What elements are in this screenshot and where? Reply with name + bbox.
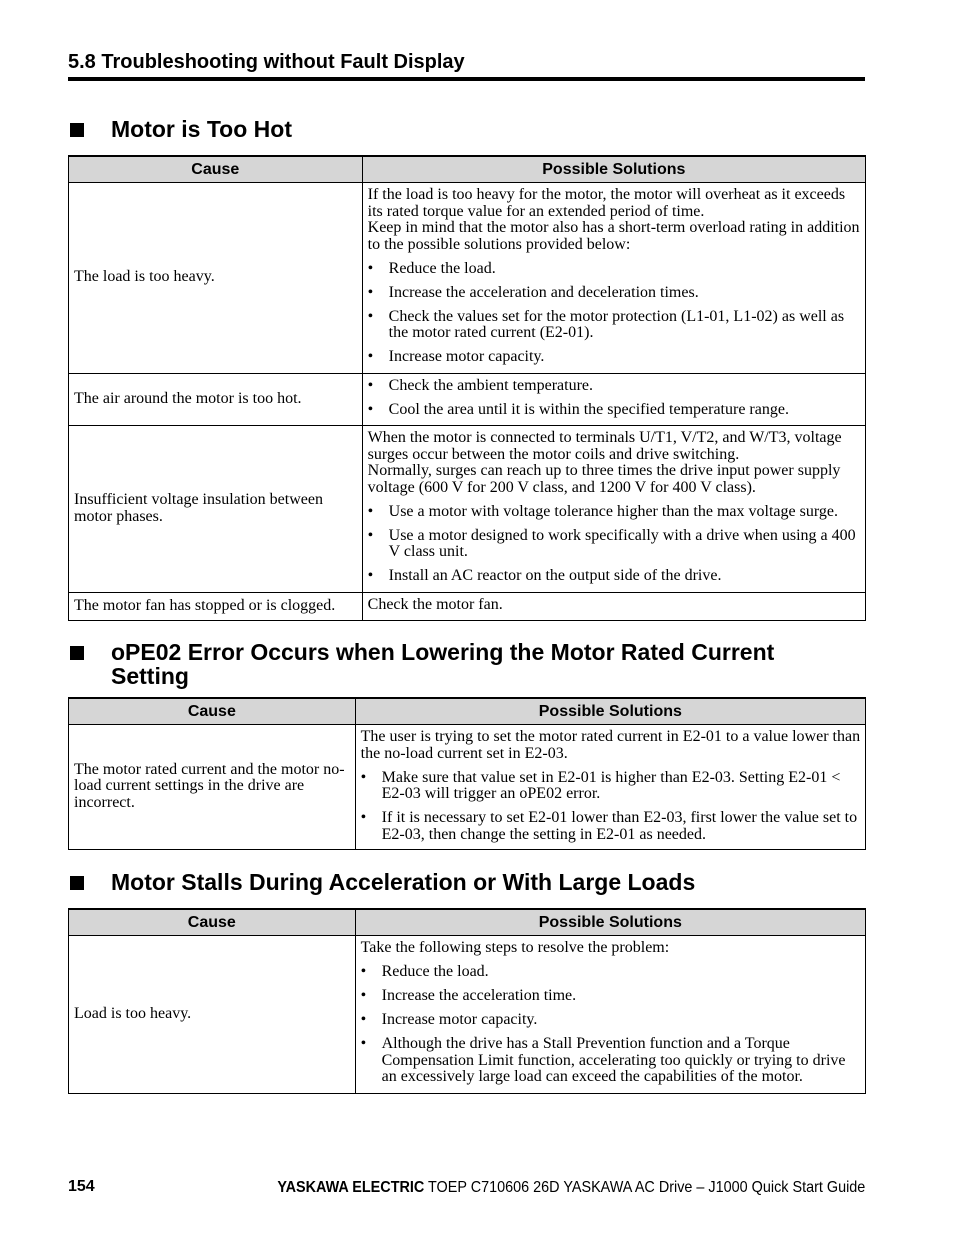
section-title-ope02-error (68, 640, 866, 692)
solution-item: • Increase the acceleration and deceleration times. (368, 285, 861, 302)
solution-list (361, 964, 861, 1086)
solution-item: • Use a motor with voltage tolerance higher than the max voltage surge. (368, 504, 861, 521)
solution-note: Keep in mind that the motor also has a short-term overload rating in addition to the possible solutions provided below: (367, 219, 860, 253)
cause-cell: The load is too heavy. (69, 183, 363, 374)
solution-item: • Cool the area until it is within the specified temperature range. (368, 402, 861, 419)
solutions-cell (362, 183, 865, 374)
solution-item: • Check the values set for the motor protection (L1-01, L1-02) as well as the motor rated current (E2-01). (368, 309, 861, 342)
solution-list (368, 378, 861, 419)
footer-doc-info (277, 1179, 865, 1197)
footer-document-title: TOEP C710606 26D YASKAWA AC Drive – J1000 Quick Start Guide (427, 1179, 865, 1196)
solutions-cell (362, 426, 865, 593)
troubleshooting-table-motor-too-hot (68, 155, 866, 621)
table-row (69, 936, 866, 1094)
column-header-solutions: Possible Solutions (362, 156, 865, 183)
running-header-title: 5.8 Troubleshooting without Fault Display (68, 51, 465, 73)
solution-intro: The user is trying to set the motor rated current in E2-01 to a value lower than the no-load current set in E2-03. (360, 728, 861, 762)
solution-item: • Install an AC reactor on the output side of the drive. (368, 568, 861, 585)
solution-list (368, 504, 861, 585)
column-header-cause: Cause (69, 698, 356, 725)
section-title-line-1: oPE02 Error Occurs when Lowering the Motor Rated Current (111, 639, 775, 665)
solution-item: • Make sure that value set in E2-01 is higher than E2-03. Setting E2-01 < E2-03 will trigger an oPE02 error. (361, 770, 861, 803)
section-title-line-2: Setting (111, 663, 189, 689)
table-row (69, 593, 866, 621)
solution-item: • Increase motor capacity. (368, 349, 861, 366)
solution-list (361, 770, 861, 844)
section-title-text: Motor is Too Hot (111, 116, 292, 142)
solutions-cell (355, 936, 865, 1094)
table-header-row (69, 156, 866, 183)
table-row (69, 426, 866, 593)
solution-item: • Check the ambient temperature. (368, 378, 861, 395)
troubleshooting-table-motor-stalls (68, 908, 866, 1094)
table-header-row (69, 698, 866, 725)
table-row (69, 183, 866, 374)
page-number: 154 (68, 1178, 95, 1195)
solution-intro: When the motor is connected to terminals U/T1, V/T2, and W/T3, voltage surges occur between the motor coils and drive switching. (367, 429, 842, 463)
solution-item: • Although the drive has a Stall Prevention function and a Torque Compensation Limit function, accelerating too quickly or trying to drive an excessively large load can exceed the capabilities of the motor. (361, 1036, 861, 1086)
solution-item: • Reduce the load. (361, 964, 861, 981)
table-row (69, 374, 866, 426)
cause-cell: The motor rated current and the motor no-load current settings in the drive are incorrect. (69, 725, 356, 850)
table-header-row (69, 909, 866, 936)
solution-item: • Increase motor capacity. (361, 1012, 861, 1029)
section-bullet-square-icon (70, 876, 84, 890)
solutions-cell (355, 725, 865, 850)
cause-cell: Load is too heavy. (69, 936, 356, 1094)
solutions-cell (362, 374, 865, 426)
solution-item: • Use a motor designed to work specifically with a drive when using a 400 V class unit. (368, 528, 861, 561)
solution-intro: If the load is too heavy for the motor, the motor will overheat as it exceeds its rated torque value for an extended period of time. (367, 186, 846, 220)
section-title-text: Motor Stalls During Acceleration or With Large Loads (111, 869, 696, 895)
column-header-solutions: Possible Solutions (355, 909, 865, 936)
solutions-cell: Check the motor fan. (362, 593, 865, 621)
table-row (69, 725, 866, 850)
column-header-cause: Cause (69, 909, 356, 936)
section-bullet-square-icon (70, 123, 84, 137)
solution-item: • Reduce the load. (368, 261, 861, 278)
cause-cell: Insufficient voltage insulation between motor phases. (69, 426, 363, 593)
solution-item: • If it is necessary to set E2-01 lower than E2-03, first lower the value set to E2-03, then change the setting in E2-01 as needed. (361, 810, 861, 843)
cause-cell: The motor fan has stopped or is clogged. (69, 593, 363, 621)
header-rule (68, 77, 865, 81)
cause-cell: The air around the motor is too hot. (69, 374, 363, 426)
column-header-cause: Cause (69, 156, 363, 183)
solution-note: Normally, surges can reach up to three times the drive input power supply voltage (600 V for 200 V class, and 1200 V for 400 V class). (367, 462, 841, 496)
solution-item: • Increase the acceleration time. (361, 988, 861, 1005)
solution-list (368, 261, 861, 366)
solution-intro: Take the following steps to resolve the problem: (360, 939, 670, 956)
section-bullet-square-icon (70, 646, 84, 660)
footer-brand: YASKAWA ELECTRIC (277, 1179, 424, 1196)
column-header-solutions: Possible Solutions (355, 698, 865, 725)
troubleshooting-table-ope02 (68, 697, 866, 850)
